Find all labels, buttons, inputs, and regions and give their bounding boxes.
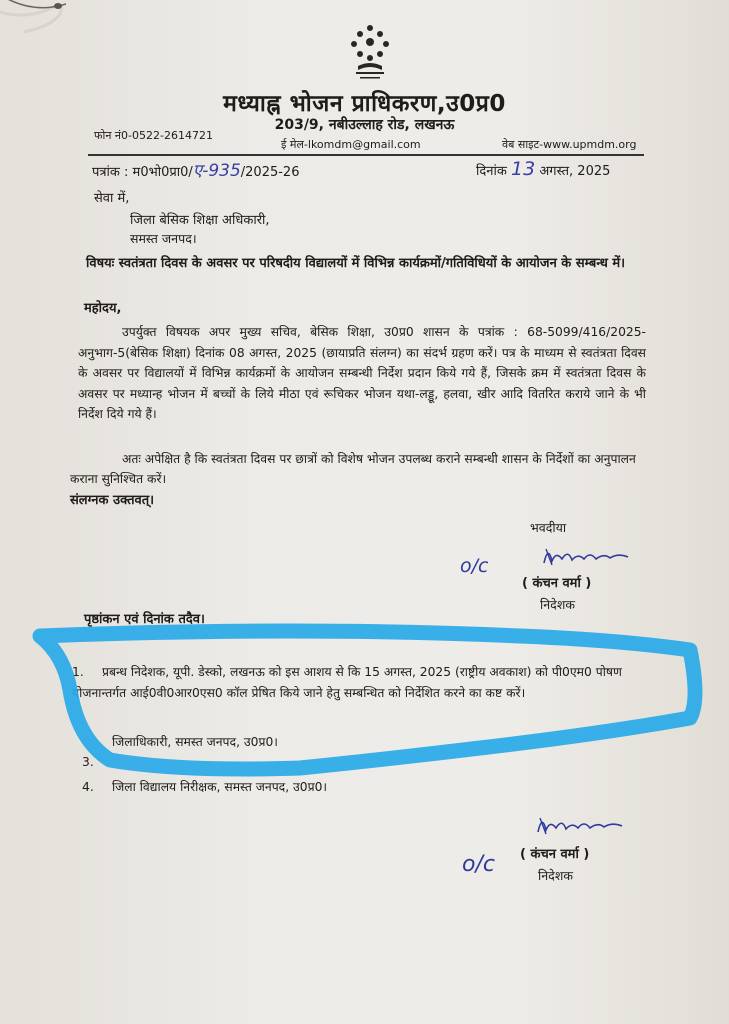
copy-heading: पृष्ठांकन एवं दिनांक तदैव। bbox=[84, 612, 205, 627]
signatory-name-2: ( कंचन वर्मा ) bbox=[520, 847, 590, 862]
date-label: दिनांक bbox=[476, 164, 507, 179]
website-address: वेब साइट-www.upmdm.org bbox=[502, 138, 637, 151]
oc-mark-2: o/c bbox=[462, 852, 495, 877]
copy-item-number: 4. bbox=[82, 780, 94, 794]
date-handwritten-day: 13 bbox=[510, 158, 536, 180]
signatory-designation-2: निदेशक bbox=[538, 868, 573, 883]
copy-item-number: 1. bbox=[72, 665, 84, 679]
binder-string bbox=[0, 0, 84, 52]
reference-year: /2025-26 bbox=[240, 165, 300, 180]
signatory-designation-1: निदेशक bbox=[540, 597, 575, 612]
copy-item-2: जिलाधिकारी, समस्त जनपद, उ0प्र0। bbox=[112, 735, 278, 749]
organization-title: मध्याह्न भोजन प्राधिकरण,उ0प्र0 bbox=[223, 91, 506, 117]
copy-item-1 bbox=[72, 662, 640, 703]
oc-mark-1: o/c bbox=[460, 555, 489, 577]
signature-1 bbox=[538, 541, 638, 571]
copy-item-4 bbox=[82, 778, 327, 795]
signatory-name-1: ( कंचन वर्मा ) bbox=[522, 576, 592, 591]
salutation: महोदय, bbox=[84, 301, 122, 316]
recipient-line-2: समस्त जनपद। bbox=[130, 231, 197, 246]
enclosure-note: संलग्नक उक्तवत्। bbox=[70, 493, 155, 508]
reference-number bbox=[92, 158, 299, 181]
email-address: ई मेल-lkomdm@gmail.com bbox=[281, 138, 421, 151]
letter-date bbox=[476, 158, 610, 180]
letter-subject: विषयः स्वतंत्रता दिवस के अवसर पर परिषदीय विद्यालयों में विभिन्न कार्यक्रमों/गतिविधियों के आयोजन के सम्बन्ध में। bbox=[86, 256, 626, 271]
recipient-salutation: सेवा में, bbox=[94, 191, 130, 206]
header-divider bbox=[88, 154, 644, 156]
organization-address: 203/9, नबीउल्लाह रोड, लखनऊ bbox=[274, 117, 455, 133]
signature-2 bbox=[532, 810, 630, 840]
copy-item-text: प्रबन्ध निदेशक, यूपी. डेस्को, लखनऊ को इस आशय से कि 15 अगस्त, 2025 (राष्ट्रीय अवकाश) को पी0एम0 पोषण योजनान्तर्गत आई0वी0आर0एस0 कॉल प्रेषित किये जाने हेतु सम्बन्धित को निर्देशित करने का कष्ट करें। bbox=[72, 665, 622, 700]
mdm-logo-emblem bbox=[338, 20, 402, 84]
body-paragraph-2: अतः अपेक्षित है कि स्वतंत्रता दिवस पर छात्रों को विशेष भोजन उपलब्ध कराने सम्बन्धी शासन के निर्देशों का अनुपालन कराना सुनिश्चित करें। bbox=[70, 452, 636, 486]
date-month-year: अगस्त, 2025 bbox=[539, 164, 611, 179]
closing: भवदीया bbox=[530, 520, 567, 535]
copy-item-3: 3. bbox=[82, 755, 94, 769]
copy-item-text: जिला विद्यालय निरीक्षक, समस्त जनपद, उ0प्र0। bbox=[112, 780, 328, 794]
reference-label: पत्रांक : म0भो0प्रा0/ bbox=[92, 165, 193, 180]
phone-number: फोन नं0-0522-2614721 bbox=[94, 129, 213, 142]
recipient-line-1: जिला बेसिक शिक्षा अधिकारी, bbox=[130, 213, 270, 228]
reference-handwritten-number: ए-935 bbox=[192, 161, 241, 181]
body-paragraph-1: उपर्युक्त विषयक अपर मुख्य सचिव, बेसिक शिक्षा, उ0प्र0 शासन के पत्रांक : 68-5099/416/2025-अनुभाग-5(बेसिक शिक्षा) दिनांक 08 अगस्त, 2025 (छायाप्रति संलग्न) का संदर्भ ग्रहण करें। पत्र के माध्यम से स्वतंत्रता दिवस के अवसर पर विद्यालयों में विभिन्न कार्यक्रमों के आयोजन सम्बन्धी निर्देश प्रदान किये गये हैं, जिसके क्रम में स्वतंत्रता दिवस के अवसर पर मध्यान्ह भोजन में बच्चों के लिये मीठा एवं रूचिकर भोजन यथा-लड्डू, हलवा, खीर आदि वितरित कराये जाने के भी निर्देश दिये गये हैं। bbox=[78, 325, 646, 421]
